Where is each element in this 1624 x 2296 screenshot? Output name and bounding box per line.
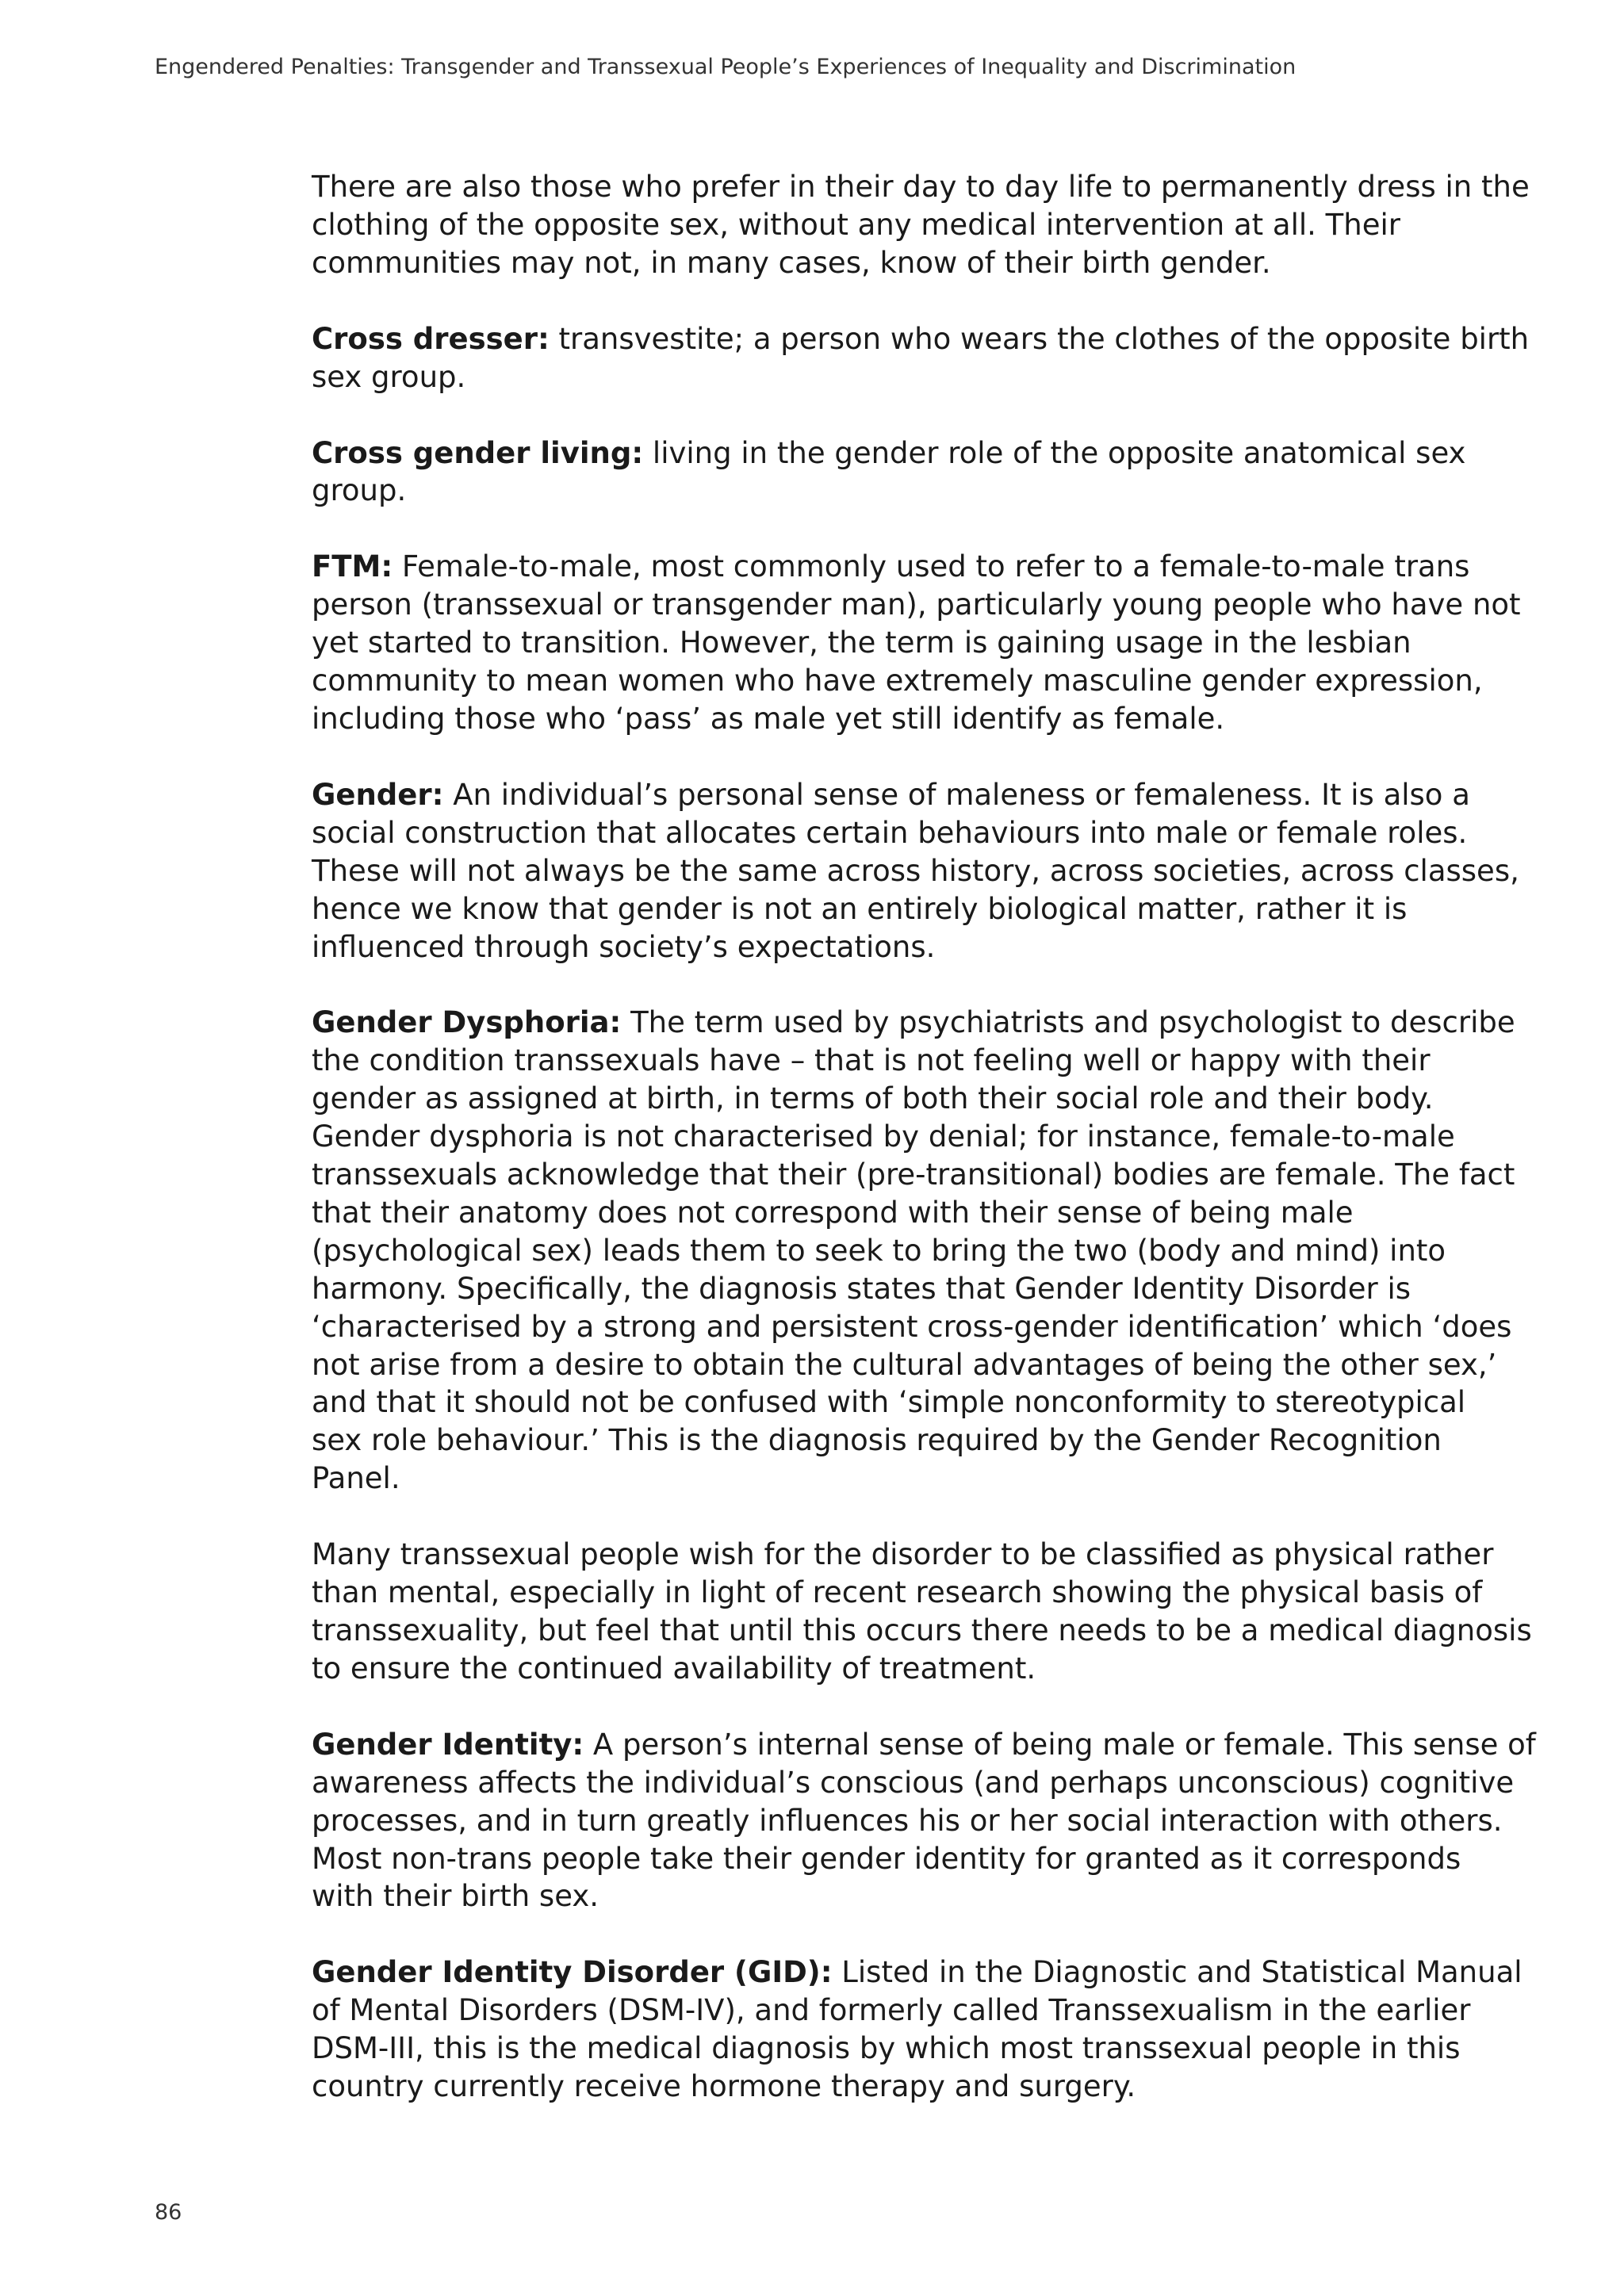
text-line: These will not always be the same across history, across societies, across classes, (312, 853, 1519, 888)
running-header: Engendered Penalties: Transgender and Transsexual People’s Experiences of Inequality and Discrimination (155, 55, 1297, 79)
text-line: gender as assigned at birth, in terms of both their social role and their body. (312, 1081, 1434, 1116)
text-line: communities may not, in many cases, know of their birth gender. (312, 245, 1271, 280)
text-line: the condition transsexuals have – that is not feeling well or happy with their (312, 1043, 1431, 1078)
text-line: yet started to transition. However, the term is gaining usage in the lesbian (312, 626, 1411, 660)
gid-definition (312, 1954, 1522, 2106)
text-line: and that it should not be confused with ‘simple nonconformity to stereotypical (312, 1385, 1466, 1420)
text-line: including those who ‘pass’ as male yet still identify as female. (312, 701, 1225, 736)
definition-text: A person’s internal sense of being male or female. This sense of (584, 1727, 1536, 1762)
definition-text: Listed in the Diagnostic and Statistical Manual (832, 1955, 1522, 1990)
text-line: person (transsexual or transgender man), particularly young people who have not (312, 587, 1521, 622)
definition-term: Gender Identity Disorder (GID): (312, 1955, 833, 1990)
text-line: to ensure the continued availability of treatment. (312, 1651, 1036, 1686)
text-line: Panel. (312, 1461, 400, 1496)
text-line: sex group. (312, 359, 466, 394)
gender-identity-definition (312, 1726, 1536, 1916)
text-line: not arise from a desire to obtain the cultural advantages of being the other sex,’ (312, 1347, 1497, 1382)
ftm-definition (312, 548, 1521, 738)
text-line (312, 434, 1517, 473)
text-line: There are also those who prefer in their day to day life to permanently dress in the (312, 170, 1530, 204)
text-line: harmony. Specifically, the diagnosis states that Gender Identity Disorder is (312, 1271, 1411, 1306)
text-line (312, 1004, 1517, 1042)
text-line: sex role behaviour.’ This is the diagnosis required by the Gender Recognition (312, 1423, 1442, 1458)
definition-term: Cross dresser: (312, 321, 550, 356)
text-line: community to mean women who have extremely masculine gender expression, (312, 664, 1483, 698)
text-line: clothing of the opposite sex, without any medical intervention at all. Their (312, 207, 1400, 242)
cross-gender-living-definition (312, 434, 1517, 511)
text-line: country currently receive hormone therapy and surgery. (312, 2069, 1136, 2104)
definition-term: Cross gender living: (312, 435, 644, 470)
intro-paragraph (312, 168, 1530, 282)
text-line: Gender dysphoria is not characterised by denial; for instance, female-to-male (312, 1119, 1455, 1154)
text-line: social construction that allocates certain behaviours into male or female roles. (312, 815, 1468, 850)
text-line: transsexuality, but feel that until this occurs there needs to be a medical diagnosis (312, 1613, 1532, 1647)
definition-text: Female-to-male, most commonly used to refer to a female-to-male trans (393, 549, 1470, 584)
text-line: that their anatomy does not correspond with their sense of being male (312, 1195, 1354, 1230)
gender-dysphoria-definition (312, 1004, 1517, 1498)
definition-term: Gender Dysphoria: (312, 1005, 622, 1040)
text-line (312, 320, 1530, 358)
definition-text: living in the gender role of the opposite anatomical sex (643, 435, 1466, 470)
text-line: Most non-trans people take their gender identity for granted as it corresponds (312, 1841, 1461, 1876)
text-line: than mental, especially in light of recent research showing the physical basis of (312, 1575, 1483, 1610)
text-line: Many transsexual people wish for the disorder to be classified as physical rather (312, 1537, 1494, 1572)
text-line: processes, and in turn greatly influences his or her social interaction with others. (312, 1803, 1503, 1838)
text-line: awareness affects the individual’s conscious (and perhaps unconscious) cognitive (312, 1765, 1515, 1800)
many-transsexual-paragraph (312, 1536, 1532, 1688)
definition-text: The term used by psychiatrists and psychologist to describe (621, 1005, 1515, 1040)
definition-text: An individual’s personal sense of maleness or femaleness. It is also a (443, 777, 1470, 812)
text-line: transsexuals acknowledge that their (pre-transitional) bodies are female. The fact (312, 1158, 1515, 1192)
page-number: 86 (155, 2200, 182, 2225)
text-line: ‘characterised by a strong and persistent cross-gender identification’ which ‘does (312, 1309, 1512, 1344)
text-line: DSM-III, this is the medical diagnosis by which most transsexual people in this (312, 2031, 1461, 2066)
text-line (312, 1954, 1522, 1992)
text-line: hence we know that gender is not an entirely biological matter, rather it is (312, 891, 1408, 926)
definition-term: FTM: (312, 549, 393, 584)
cross-dresser-definition (312, 320, 1530, 396)
text-line: of Mental Disorders (DSM-IV), and formerly called Transsexualism in the earlier (312, 1993, 1471, 2028)
gender-definition (312, 776, 1517, 966)
text-line: group. (312, 473, 407, 508)
text-line: with their birth sex. (312, 1879, 599, 1914)
text-line (312, 1726, 1536, 1764)
main-content (312, 168, 1536, 2144)
text-line: influenced through society’s expectations. (312, 929, 936, 964)
definition-term: Gender: (312, 777, 444, 812)
definition-text: transvestite; a person who wears the clothes of the opposite birth (549, 321, 1530, 356)
definition-term: Gender Identity: (312, 1727, 584, 1762)
text-line (312, 776, 1517, 814)
text-line: (psychological sex) leads them to seek to bring the two (body and mind) into (312, 1233, 1446, 1268)
text-line (312, 548, 1517, 586)
